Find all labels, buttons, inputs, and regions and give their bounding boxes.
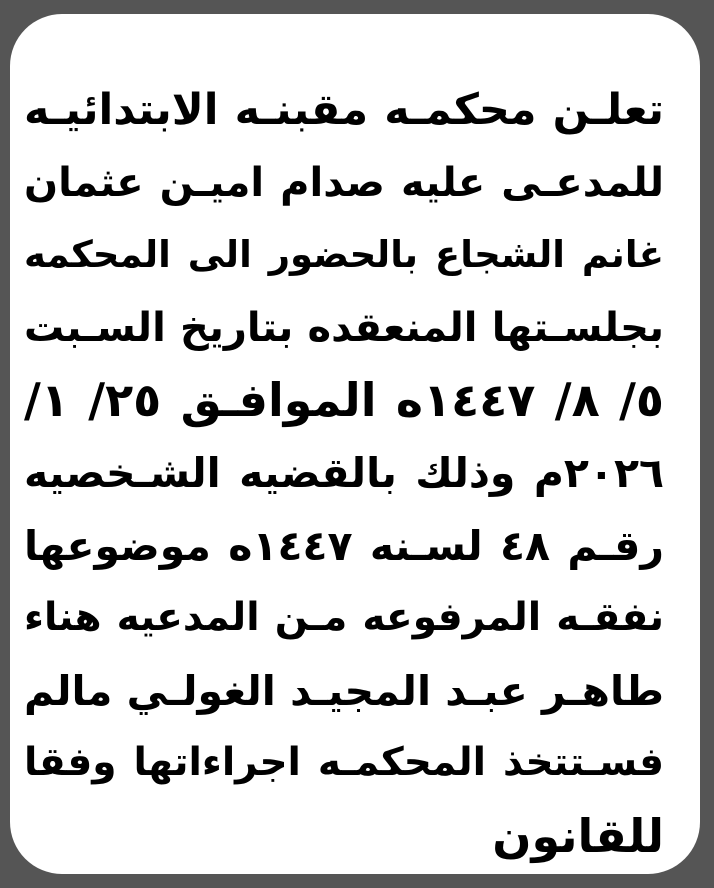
notice-line: غانم الشجاع بالحضور الى المحكمه	[24, 233, 664, 277]
notice-line: ٥/ ٨/ ١٤٤٧ه الموافـق ٢٥/ ١/	[24, 373, 664, 428]
notice-line: للقانون	[492, 808, 664, 863]
notice-line: طاهـر عبـد المجيـد الغولـي مالم	[24, 666, 664, 715]
notice-card	[10, 14, 700, 874]
notice-line: بجلسـتها المنعقده بتاريخ السـبت	[24, 304, 664, 351]
notice-line: رقـم ٤٨ لسـنه ١٤٤٧ه موضوعها	[24, 521, 664, 570]
notice-line: تعلـن محكمـه مقبنـه الابتدائيـه	[24, 85, 664, 135]
notice-line: نفقـه المرفوعه مـن المدعيه هناء	[24, 595, 664, 641]
notice-line: فسـتتخذ المحكمـه اجراءاتها وفقا	[24, 740, 664, 786]
court-notice-text	[24, 74, 664, 873]
notice-line: ٢٠٢٦م وذلك بالقضيه الشـخصيه	[24, 448, 664, 497]
notice-line: للمدعـى عليه صدام اميـن عثمان	[24, 159, 664, 206]
